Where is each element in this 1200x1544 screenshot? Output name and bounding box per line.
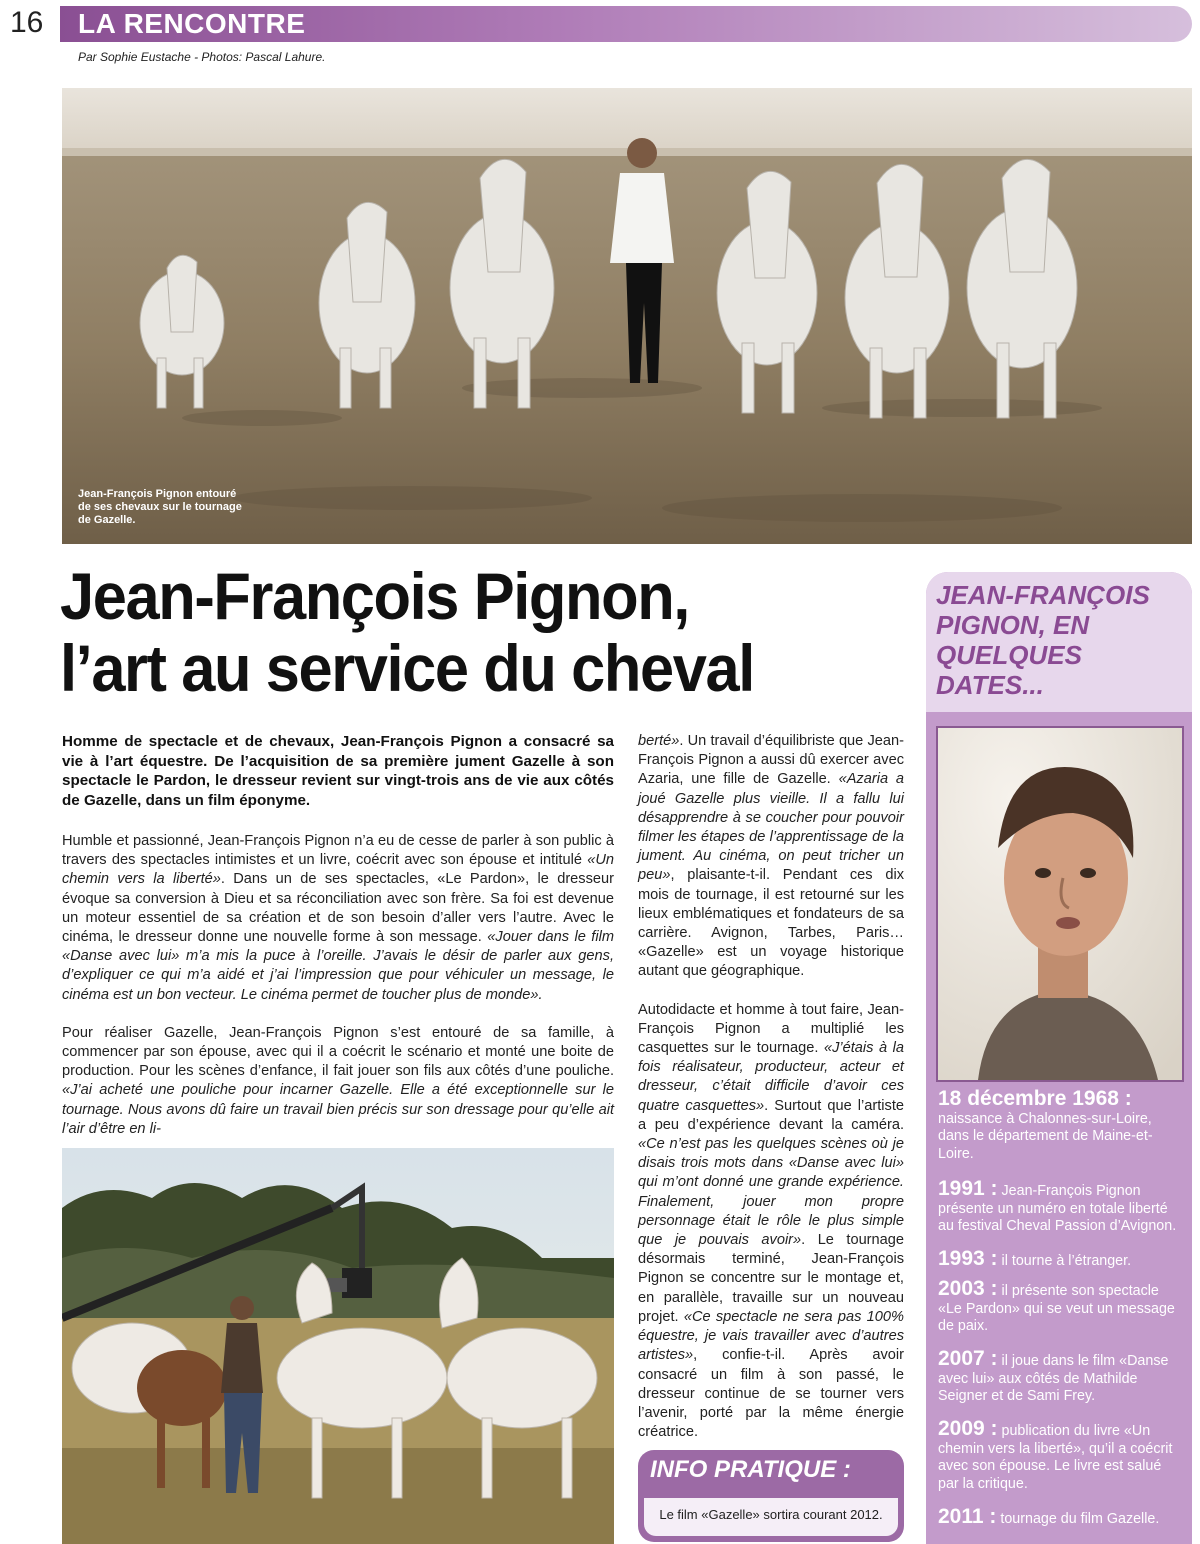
p4-quote-d: «Ce n’est pas les quelques scènes où je disais trois mots dans «Danse avec lui» qui m’ont donné une grande expérience. Finalement, jouer mon propre personnage était le rôle le plus simple que je pouvais avoir» xyxy=(638,1136,904,1249)
film-set-photo xyxy=(62,1148,614,1544)
timeline-item xyxy=(938,1087,1184,1163)
timeline-year: 2007 : xyxy=(938,1347,998,1370)
info-text: Le film «Gazelle» sortira courant 2012. xyxy=(659,1507,883,1522)
p1-text-a: Humble et passionné, Jean-François Pignon n’a eu de cesse de parler à son public à travers des spectacles intimistes et un livre, coécrit avec son épouse et intitulé xyxy=(62,833,614,869)
timeline-text: il présente son spectacle «Le Pardon» qui se veut un message de paix. xyxy=(938,1283,1175,1335)
p3-quote-a: berté» xyxy=(638,733,680,749)
hero-photo xyxy=(62,88,1192,544)
p4-text-e: . Le tournage désormais terminé, Jean-François Pignon se concentre sur le montage et, en parallèle, travaille sur un nouveau projet. xyxy=(638,1232,905,1325)
p2-quote-b: «J’ai acheté une pouliche pour incarner Gazelle. Elle a été exceptionnelle sur le tournage. Nous avons dû faire un travail bien précis sur son dressage pour qu’elle ait l’air d’être en li- xyxy=(62,1082,614,1137)
p4-text-g: , confie-t-il. Après avoir consacré un film à son passé, le dresseur continue de se tourner vers l’avenir, porté par la même énergie créatrice. xyxy=(638,1347,904,1441)
timeline-year: 2011 : xyxy=(938,1505,997,1528)
timeline-text: tournage du film Gazelle. xyxy=(1000,1511,1160,1527)
page-number: 16 xyxy=(10,6,44,39)
portrait-photo xyxy=(936,726,1184,1082)
portrait-illustration xyxy=(938,728,1182,1080)
timeline-item xyxy=(938,1177,1184,1236)
timeline-text: il joue dans le film «Danse avec lui» aux côtés de Mathilde Seigner et de Sami Frey. xyxy=(938,1353,1169,1405)
p1-text-c: . Dans un de ses spectacles, «Le Pardon», le dresseur évoque sa conversion à Dieu et sa réconciliation avec son frère. Sa foi est devenue un moteur essentiel de sa création et de son besoin d’aller vers l’autre. Avec le cinéma, le dresseur donne une nouvelle forme à son message. xyxy=(62,871,614,946)
paragraph-3 xyxy=(638,732,904,982)
paragraph-1 xyxy=(62,832,614,1005)
article-column-1 xyxy=(62,832,614,1139)
byline: Par Sophie Eustache - Photos: Pascal Lahure. xyxy=(78,50,326,64)
timeline-text: Jean-François Pignon présente un numéro en totale liberté au festival Cheval Passion d’Avignon. xyxy=(938,1183,1177,1235)
p4-quote-f: «Ce spectacle ne sera pas 100% équestre, je vais travailler avec d’autres artistes» xyxy=(638,1308,904,1364)
timeline-year: 2009 : xyxy=(938,1417,998,1440)
lead-paragraph: Homme de spectacle et de chevaux, Jean-François Pignon a consacré sa vie à l’art équestre. De l’acquisition de sa première jument Gazelle à son spectacle le Pardon, le dresseur revient sur vingt-trois ans de vie aux côtés de Gazelle, dans un film éponyme. xyxy=(62,733,614,809)
timeline-year: 1993 : xyxy=(938,1247,998,1270)
p4-quote-b: «J’étais à la fois réalisateur, producteur, acteur et dresseur, c’était difficile d’avoir ces quatre casquettes» xyxy=(638,1040,904,1114)
timeline-item xyxy=(938,1277,1184,1336)
p3-text-d: , plaisante-t-il. Pendant ces dix mois de tournage, il est retourné sur les lieux emblématiques et fondateurs de sa carrière. Avignon, Tarbes, Paris… «Gazelle» est un voyage historique autant que géographique. xyxy=(638,867,904,980)
timeline-item xyxy=(938,1247,1184,1271)
p4-text-a: Autodidacte et homme à tout faire, Jean-François Pignon a multiplié les casquettes sur le tournage. xyxy=(638,1001,904,1057)
p1-quote-d: «Jouer dans le film «Danse avec lui» m’a mis la puce à l’oreille. J’avais le désir de parler aux gens, d’expliquer ce qui m’a aidé et j’ai l’impression que pour véhiculer un message, le cinéma est un bon vecteur. Le cinéma permet de toucher plus de monde». xyxy=(62,929,614,1003)
p3-quote-c: «Azaria a joué Gazelle plus vieille. Il a fallu lui désapprendre à se coucher pour pouvoir filmer les étapes de l’apprentissage de la jument. Au cinéma, on peut tricher un peu» xyxy=(638,771,905,884)
p2-text-a: Pour réaliser Gazelle, Jean-François Pignon s’est entouré de sa famille, à commencer par son épouse, avec qui il a coécrit le scénario et monté une boite de production. Pour les scènes d’enfance, il fait jouer son fils aux côtés d’une pouliche. xyxy=(62,1024,614,1080)
timeline-item xyxy=(938,1505,1184,1529)
sidebar-title: JEAN-FRANÇOIS PIGNON, EN QUELQUES DATES... xyxy=(936,580,1150,700)
p4-text-c: . Surtout que l’artiste a peu d’expérience devant la caméra. xyxy=(638,1097,904,1133)
article-column-2 xyxy=(638,732,904,1442)
timeline-text: publication du livre «Un chemin vers la liberté», qu’il a coécrit avec son épouse. Le livre est salué par la critique. xyxy=(938,1423,1173,1492)
headline xyxy=(60,560,869,704)
timeline-year: 18 décembre 1968 : xyxy=(938,1087,1132,1110)
headline-line-1: Jean-François Pignon, xyxy=(60,559,689,633)
timeline-year: 1991 : xyxy=(938,1177,998,1200)
hero-caption: Jean-François Pignon entouré de ses chevaux sur le tournage de Gazelle. xyxy=(78,488,242,526)
timeline-item xyxy=(938,1417,1184,1493)
timeline-text: naissance à Chalonnes-sur-Loire, dans le département de Maine-et-Loire. xyxy=(938,1110,1153,1162)
rubric-label: LA RENCONTRE xyxy=(78,8,306,39)
hero-illustration xyxy=(62,88,1192,544)
film-set-illustration xyxy=(62,1148,614,1544)
p1-quote-b: «Un chemin vers la liberté» xyxy=(62,852,614,888)
p3-text-b: . Un travail d’équilibriste que Jean-François Pignon a aussi dû exercer avec Azaria, une fille de Gazelle. xyxy=(638,733,904,788)
info-title: INFO PRATIQUE : xyxy=(650,1456,851,1483)
paragraph-2 xyxy=(62,1024,614,1139)
timeline-year: 2003 : xyxy=(938,1277,998,1300)
timeline-item xyxy=(938,1347,1184,1406)
timeline-text: il tourne à l’étranger. xyxy=(1001,1253,1132,1269)
paragraph-4 xyxy=(638,1001,904,1443)
headline-line-2: l’art au service du cheval xyxy=(60,631,754,705)
